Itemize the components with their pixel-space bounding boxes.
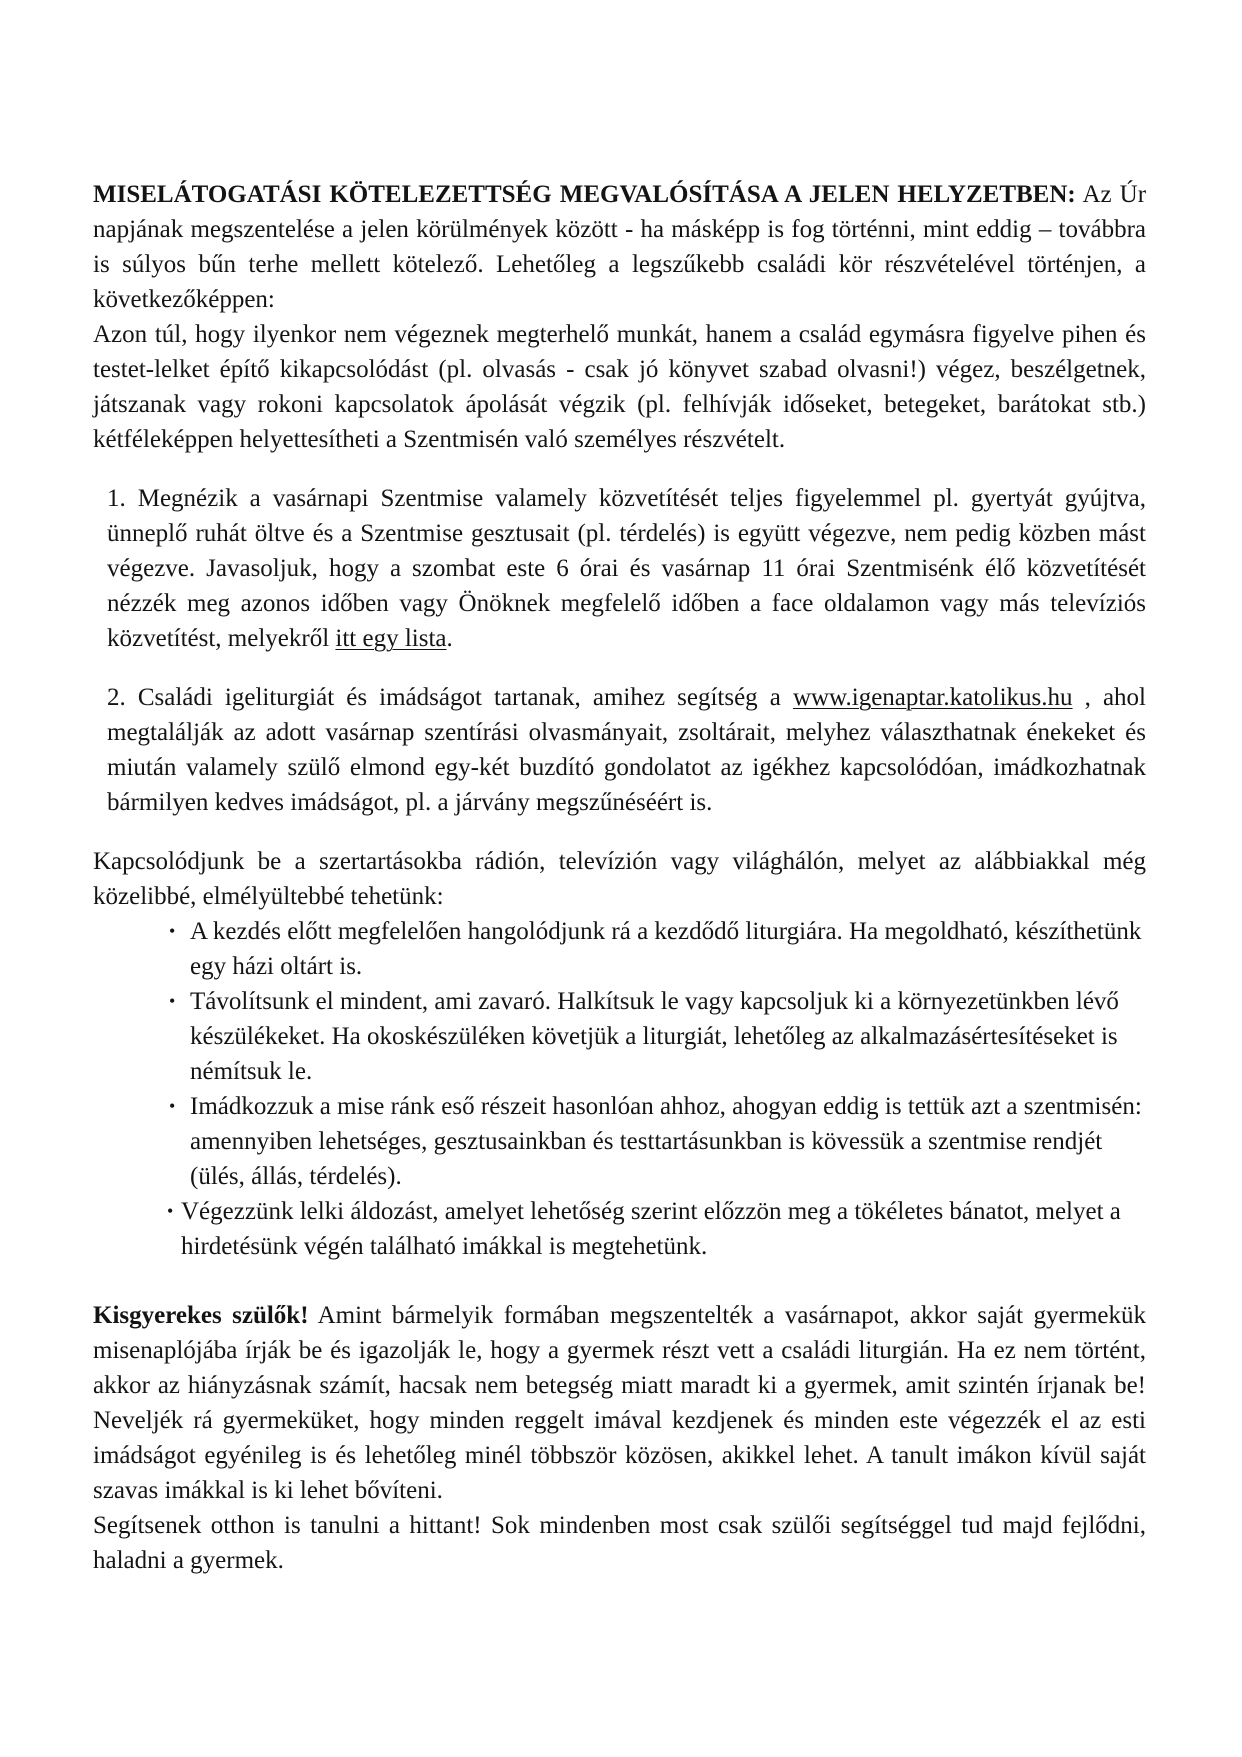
igenaptar-link[interactable]: www.igenaptar.katolikus.hu [792,684,1073,711]
list-item-text: Távolítsunk el mindent, ami zavaró. Halkítsuk le vagy kapcsoljuk ki a környezetünkben lévő készülékeket. Ha okoskészüléken követjük a liturgiát, lehetőleg az alkalmazásértesítéseket is némítsuk le. [190,988,1119,1085]
numbered-item-2 [107,680,1146,820]
item-text: Családi igeliturgiát és imádságot tartanak, amihez segítség a [137,684,781,711]
list-link[interactable]: itt egy lista [335,625,447,652]
connect-paragraph: Kapcsolódjunk be a szertartásokba rádión, televízión vagy világhálón, melyet az alábbiakkal még közelibbé, elmélyültebbé tehetünk: [93,848,1146,910]
parents-heading: Kisgyerekes szülők! [93,1302,309,1329]
list-item [169,984,1146,1089]
bullet-marker: • [169,1096,176,1116]
list-item [169,914,1146,984]
intro-text: Az Úr napjának megszentelése a jelen körülmények között - ha másképp is fog történni, mint eddig – továbbra is súlyos bűn terhe mellett kötelező. Lehetőleg a legszűkebb családi kör részvételével történjen, a következőképpen: [93,181,1147,313]
document-body [93,177,1146,1578]
item-text: Megnézik a vasárnapi Szentmise valamely közvetítését teljes figyelemmel pl. gyertyát gyújtva, ünneplő ruhát öltve és a Szentmise gesztusait (pl. térdelés) is együtt végezve, nem pedig közben mást végezve. Javasoljuk, hogy a szombat este 6 órai és vasárnap 11 órai Szentmisénk élő közvetítését nézzék meg azonos időben vagy Önöknek megfelelő időben a face oldalamon vagy más televíziós közvetítést, melyekről [107,485,1147,652]
numbered-list [93,481,1146,820]
intro-section [93,177,1146,457]
bullet-marker: • [167,1201,174,1221]
parents-paragraph-continued: Segítsenek otthon is tanulni a hittant! Sok mindenben most csak szülői segítséggel tud majd fejlődni, haladni a gyermek. [93,1512,1146,1574]
item-number: 2. [107,684,126,711]
item-text-end: . [446,625,453,652]
item-text-end: , ahol megtalálják az adott vasárnap szentírási olvasmányait, zsoltárait, melyhez választhatnak énekeket és miután valamely szülő elmond egy-két buzdító gondolatot az igékhez kapcsolódóan, imádkozhatnak bármilyen kedves imádságot, pl. a járvány megszűnéséért is. [107,684,1147,816]
numbered-item-1 [107,481,1146,656]
list-item [169,1089,1146,1194]
list-item [167,1194,1146,1264]
bullet-list [93,914,1146,1264]
intro-paragraph [93,177,1146,317]
parents-section [93,1298,1146,1578]
list-item-text: A kezdés előtt megfelelően hangolódjunk rá a kezdődő liturgiára. Ha megoldható, készíthetünk egy házi oltárt is. [190,918,1142,980]
bullet-marker: • [169,921,176,941]
connect-section [93,844,1146,1264]
list-item-text: Végezzünk lelki áldozást, amelyet lehetőség szerint előzzön meg a tökéletes bánatot, melyet a hirdetésünk végén található imákkal is megtehetünk. [181,1198,1121,1260]
list-item-text: Imádkozzuk a mise ránk eső részeit hasonlóan ahhoz, ahogyan eddig is tettük azt a szentmisén: amennyiben lehetséges, gesztusainkban és testtartásunkban is kövessük a szentmise rendjét (ülés, állás, térdelés). [190,1093,1142,1190]
intro-paragraph-continued: Azon túl, hogy ilyenkor nem végeznek megterhelő munkát, hanem a család egymásra figyelve pihen és testet-lelket építő kikapcsolódást (pl. olvasás - csak jó könyvet szabad olvasni!) végez, beszélgetnek, játszanak vagy rokoni kapcsolatok ápolását végzik (pl. felhívják időseket, betegeket, barátokat stb.) kétféleképpen helyettesítheti a Szentmisén való személyes részvételt. [93,321,1146,453]
intro-heading: MISELÁTOGATÁSI KÖTELEZETTSÉG MEGVALÓSÍTÁSA A JELEN HELYZETBEN: [93,181,1076,208]
bullet-marker: • [169,991,176,1011]
parents-paragraph [93,1298,1146,1508]
item-number: 1. [107,485,126,512]
parents-text: Amint bármelyik formában megszentelték a vasárnapot, akkor saját gyermekük misenaplójába írják be és igazolják le, hogy a gyermek részt vett a családi liturgián. Ha ez nem történt, akkor az hiányzásnak számít, hacsak nem betegség miatt maradt ki a gyermek, amit szintén írjanak be! Neveljék rá gyermeküket, hogy minden reggelt imával kezdjenek és minden este végezzék el az esti imádságot egyénileg is és lehetőleg minél többször közösen, akikkel lehet. A tanult imákon kívül saját szavas imákkal is ki lehet bővíteni. [93,1302,1146,1504]
